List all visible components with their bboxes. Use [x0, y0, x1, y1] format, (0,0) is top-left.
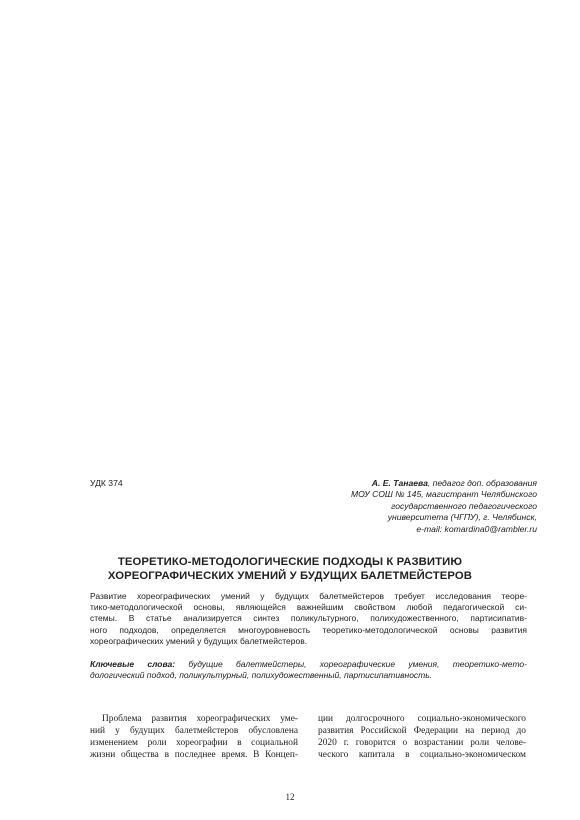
article-title	[60, 555, 520, 583]
abstract-line: Развитие хореографических умений у будущих балетмейстеров требует исследования теоре-	[90, 591, 527, 601]
author-line-1	[237, 478, 537, 489]
body-line: ний у будущих балетмейстеров обусловлена	[90, 726, 298, 736]
body-line: развития Российской Федерации на период до	[318, 726, 526, 736]
author-email: e-mail: komardina0@rambler.ru	[416, 523, 537, 534]
body-column-right	[318, 713, 526, 761]
page-number: 12	[285, 792, 295, 802]
abstract-line: ного подходов, определяется многоуровневость теоретико-методологической основы развития	[90, 624, 527, 635]
body-line: ческого капитала в социально-экономическом	[318, 750, 526, 760]
keywords-text: будущие балетмейстеры, хореографические умения, теоретико-мето-	[175, 659, 527, 669]
udk-code: УДК 374	[90, 478, 123, 488]
abstract-line: хореографических умений у будущих балетмейстеров.	[90, 635, 308, 646]
abstract-line: тико-методологической основы, являющейся важнейшим свойством любой педагогической си-	[90, 602, 527, 613]
keywords	[90, 659, 527, 681]
title-line: ХОРЕОГРАФИЧЕСКИХ УМЕНИЙ У БУДУЩИХ БАЛЕТМЕЙСТЕРОВ	[107, 570, 473, 582]
body-line: изменением роли хореографии в социальной	[90, 738, 298, 748]
abstract-line: стемы. В статье анализируется синтез поликультурного, полихудожественного, партисипатив-	[90, 613, 527, 624]
keywords-line: дологический подход, поликультурный, полихудожественный, партисипативность.	[90, 670, 433, 681]
author-name: А. Е. Танаева	[371, 478, 428, 488]
keywords-label: Ключевые слова:	[90, 659, 176, 669]
body-column-left	[90, 713, 298, 761]
abstract	[90, 591, 527, 647]
author-block	[237, 478, 537, 535]
body-line: жизни общества в последнее время. В Концеп-	[90, 750, 298, 760]
author-position: , педагог доп. образования	[427, 478, 537, 488]
body-line: 2020 г. говорится о возрастании роли челове-	[318, 738, 526, 748]
title-line: ТЕОРЕТИКО-МЕТОДОЛОГИЧЕСКИЕ ПОДХОДЫ К РАЗВИТИЮ	[117, 556, 463, 568]
author-affiliation-line: МОУ СОШ № 145, магистрант Челябинского	[350, 489, 537, 500]
body-line: Проблема развития хореографических уме-	[102, 714, 298, 724]
author-affiliation-line: государственного педагогического	[391, 500, 537, 511]
body-line: ции долгосрочного социально-экономического	[318, 714, 526, 724]
keywords-line	[90, 659, 527, 670]
author-affiliation-line: университета (ЧГПУ), г. Челябинск,	[387, 512, 537, 523]
